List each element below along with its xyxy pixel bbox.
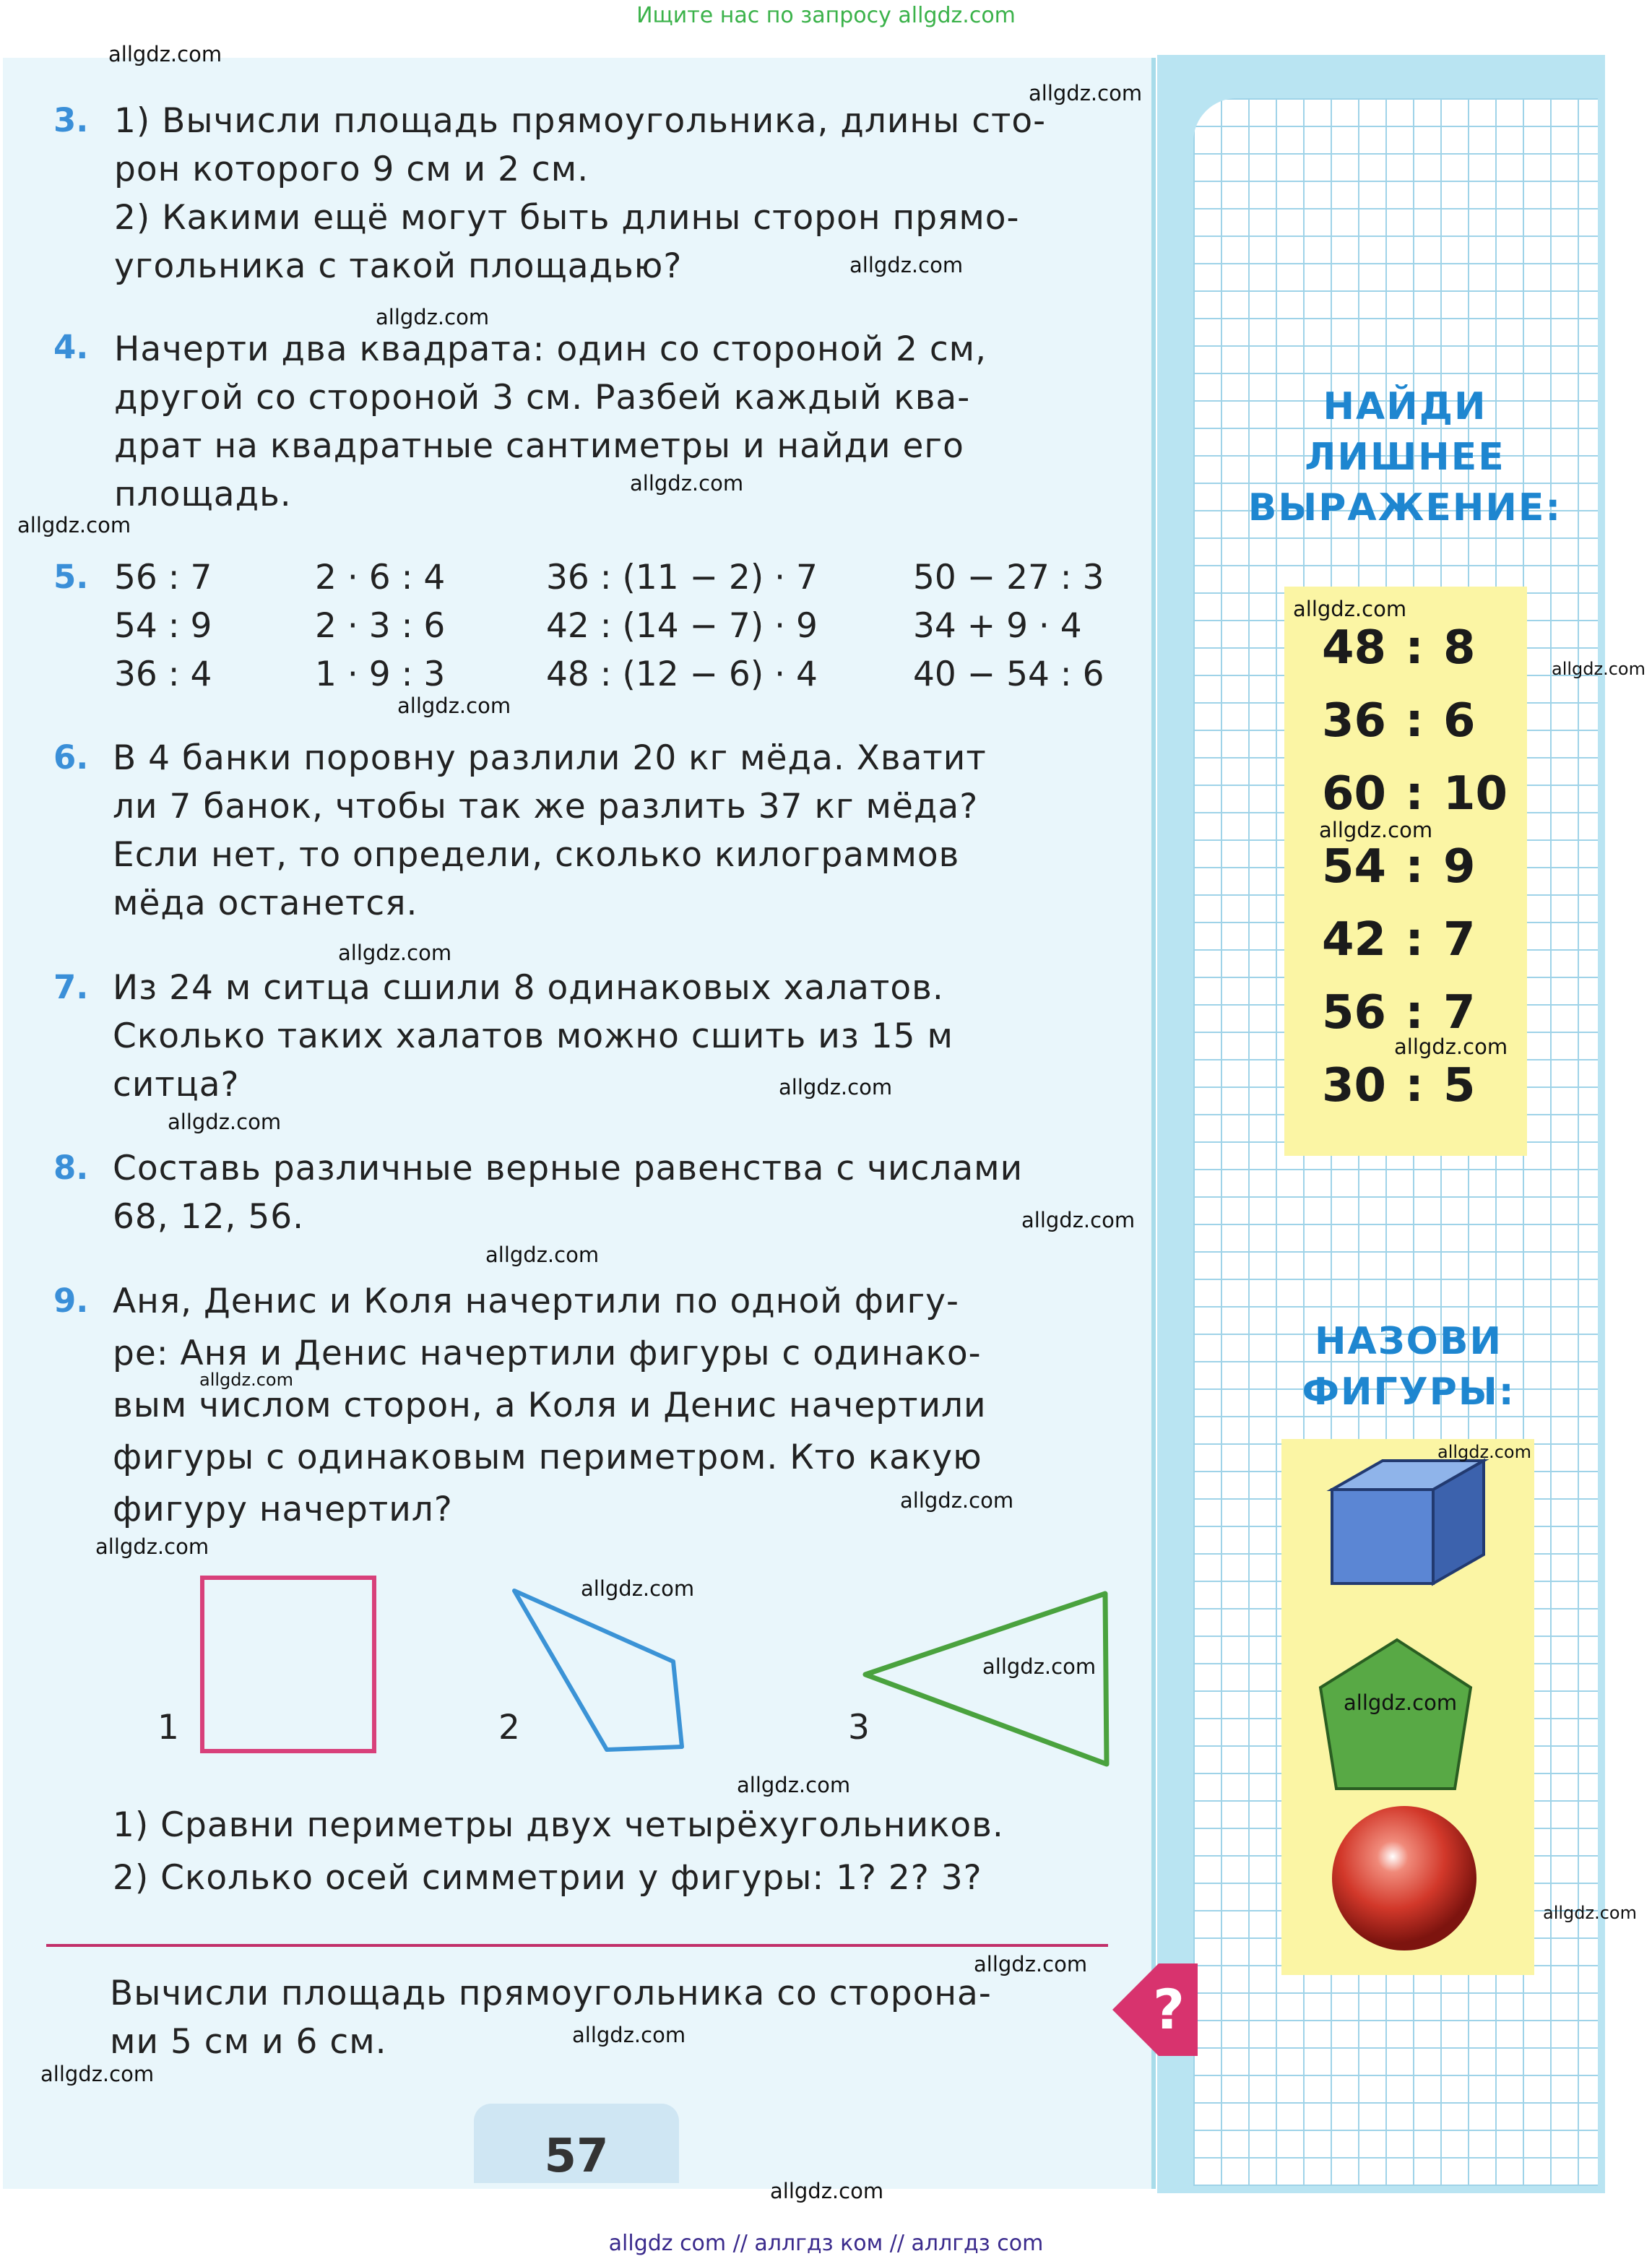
- division-expression: 60 : 10: [1322, 767, 1508, 821]
- expression: 34 + 9 · 4: [913, 606, 1082, 646]
- watermark: allgdz.com: [168, 1110, 282, 1134]
- expression: 50 − 27 : 3: [913, 558, 1104, 597]
- title-line: НАЗОВИ: [1314, 1320, 1503, 1363]
- expression: 2 · 6 : 4: [315, 558, 446, 597]
- division-expression: 30 : 5: [1322, 1059, 1476, 1112]
- task-4-line: драт на квадратные сантиметры и найди его: [114, 426, 964, 466]
- title-line: ЛИШНЕЕ: [1305, 436, 1505, 479]
- watermark: allgdz.com: [1543, 1903, 1637, 1923]
- task-4-number: 4.: [53, 328, 89, 366]
- title-line: ФИГУРЫ:: [1302, 1370, 1515, 1414]
- task-7-line: Сколько таких халатов можно сшить из 15 м: [113, 1016, 953, 1056]
- figure-3-label: 3: [848, 1708, 870, 1747]
- watermark: allgdz.com: [982, 1654, 1097, 1679]
- watermark: allgdz.com: [108, 42, 222, 66]
- task-9-line: вым числом сторон, а Коля и Денис начертили: [113, 1386, 987, 1425]
- watermark: allgdz.com: [199, 1370, 293, 1390]
- watermark: allgdz.com: [1344, 1690, 1458, 1715]
- watermark: allgdz.com: [1394, 1034, 1508, 1059]
- expression: 1 · 9 : 3: [315, 654, 446, 694]
- watermark: allgdz.com: [17, 513, 131, 537]
- task-6-line: мёда останется.: [113, 883, 418, 923]
- bottom-task-line: Вычисли площадь прямоугольника со сторона-: [110, 1974, 992, 2013]
- task-5-col-4: [913, 553, 1104, 699]
- task-6-number: 6.: [53, 738, 89, 777]
- division-expression: 48 : 8: [1322, 621, 1476, 675]
- task-9-line: ре: Аня и Денис начертили фигуры с одинако-: [113, 1334, 982, 1373]
- figure-1-label: 1: [157, 1708, 179, 1747]
- task-9-number: 9.: [53, 1282, 89, 1320]
- expression: 48 : (12 − 6) · 4: [546, 654, 818, 694]
- task-3-line: 2) Какими ещё могут быть длины сторон прямо-: [114, 198, 1020, 238]
- expression: 40 − 54 : 6: [913, 654, 1104, 694]
- task-4-line: Начерти два квадрата: один со стороной 2 см,: [114, 329, 987, 369]
- top-banner[interactable]: Ищите нас по запросу allgdz.com: [636, 3, 1016, 28]
- watermark: allgdz.com: [900, 1488, 1014, 1513]
- watermark: allgdz.com: [1293, 597, 1407, 621]
- task-7-line: Из 24 м ситца сшили 8 одинаковых халатов.: [113, 968, 944, 1008]
- bottom-task-text: [110, 1969, 1121, 2066]
- watermark: allgdz.com: [849, 253, 964, 277]
- task-6-line: ли 7 банок, чтобы так же разлить 37 кг мёда?: [113, 787, 979, 826]
- task-4-line: площадь.: [114, 475, 292, 514]
- task-6-text: [113, 734, 1108, 928]
- cube-icon: [1332, 1461, 1484, 1583]
- page-number: 57: [544, 2130, 609, 2183]
- title-line: НАЙДИ: [1323, 385, 1487, 428]
- watermark: allgdz.com: [397, 694, 511, 718]
- watermark: allgdz.com: [770, 2179, 884, 2203]
- task-6-line: Если нет, то определи, сколько килограммов: [113, 835, 960, 875]
- watermark: allgdz.com: [95, 1534, 209, 1559]
- task-7-number: 7.: [53, 968, 89, 1006]
- watermark: allgdz.com: [572, 2023, 686, 2047]
- watermark: allgdz.com: [581, 1576, 695, 1601]
- bottom-task-line: ми 5 см и 6 см.: [110, 2022, 387, 2062]
- expression: 2 · 3 : 6: [315, 606, 446, 646]
- task-5-col-3: [546, 553, 818, 699]
- task-7-line: ситца?: [113, 1065, 240, 1105]
- watermark: allgdz.com: [1319, 818, 1433, 842]
- square-figure: [202, 1578, 374, 1751]
- task-8-number: 8.: [53, 1149, 89, 1187]
- division-expression: 42 : 7: [1322, 913, 1476, 967]
- figure-2-label: 2: [498, 1708, 520, 1747]
- sphere-icon: [1332, 1806, 1476, 1950]
- watermark: allgdz.com: [1437, 1442, 1531, 1462]
- expression: 36 : 4: [114, 654, 212, 694]
- task-3-line: рон которого 9 см и 2 см.: [114, 150, 589, 189]
- watermark: allgdz.com: [974, 1952, 1088, 1976]
- task-5-col-1: [114, 553, 212, 699]
- shapes-title: [1235, 1316, 1582, 1417]
- task-7-text: [113, 964, 1108, 1109]
- title-line: ВЫРАЖЕНИЕ:: [1247, 486, 1562, 530]
- task-9-question: 2) Сколько осей симметрии у фигуры: 1? 2? 3?: [113, 1858, 982, 1898]
- help-icon-glyph: ?: [1152, 1977, 1185, 2042]
- task-3-number: 3.: [53, 101, 89, 139]
- task-9-line: фигуру начертил?: [113, 1490, 453, 1529]
- expression: 36 : (11 − 2) · 7: [546, 558, 818, 597]
- watermark: allgdz.com: [338, 941, 452, 965]
- task-8-line: Составь различные верные равенства с числами: [113, 1149, 1024, 1188]
- expression: 54 : 9: [114, 606, 212, 646]
- odd-one-title: [1228, 381, 1582, 533]
- task-5-number: 5.: [53, 558, 89, 596]
- watermark: allgdz.com: [779, 1075, 893, 1099]
- task-3-line: 1) Вычисли площадь прямоугольника, длины сто-: [114, 101, 1047, 141]
- watermark: allgdz.com: [1021, 1208, 1136, 1232]
- watermark: allgdz.com: [485, 1243, 600, 1267]
- task-9-line: Аня, Денис и Коля начертили по одной фигу-: [113, 1282, 959, 1321]
- bottom-banner[interactable]: allgdz com // аллгдз ком // аллгдз com: [608, 2231, 1044, 2256]
- task-4-text: [114, 325, 1108, 519]
- watermark: allgdz.com: [1552, 659, 1645, 679]
- watermark: allgdz.com: [376, 305, 490, 329]
- task-8-line: 68, 12, 56.: [113, 1197, 305, 1237]
- watermark: allgdz.com: [40, 2062, 155, 2086]
- section-separator: [46, 1944, 1108, 1947]
- expression: 56 : 7: [114, 558, 212, 597]
- task-9-question: 1) Сравни периметры двух четырёхугольников.: [113, 1805, 1004, 1845]
- watermark: allgdz.com: [1029, 81, 1143, 105]
- division-expression: 56 : 7: [1322, 986, 1476, 1040]
- task-3-line: угольника с такой площадью?: [114, 246, 683, 286]
- question-help-icon[interactable]: [1108, 1959, 1202, 2060]
- division-expression: 36 : 6: [1322, 694, 1476, 748]
- expression: 42 : (14 − 7) · 9: [546, 606, 818, 646]
- watermark: allgdz.com: [737, 1773, 851, 1797]
- task-9-line: фигуры с одинаковым периметром. Кто какую: [113, 1438, 982, 1477]
- watermark: allgdz.com: [630, 471, 744, 496]
- task-9-questions: [113, 1799, 1124, 1904]
- task-6-line: В 4 банки поровну разлили 20 кг мёда. Хватит: [113, 738, 987, 778]
- division-expression: 54 : 9: [1322, 840, 1476, 894]
- task-5-col-2: [315, 553, 445, 699]
- task-8-text: [113, 1144, 1108, 1241]
- task-4-line: другой со стороной 3 см. Разбей каждый ква-: [114, 378, 971, 418]
- triangle-figure: [865, 1594, 1107, 1764]
- quadrilateral-figure: [514, 1591, 682, 1750]
